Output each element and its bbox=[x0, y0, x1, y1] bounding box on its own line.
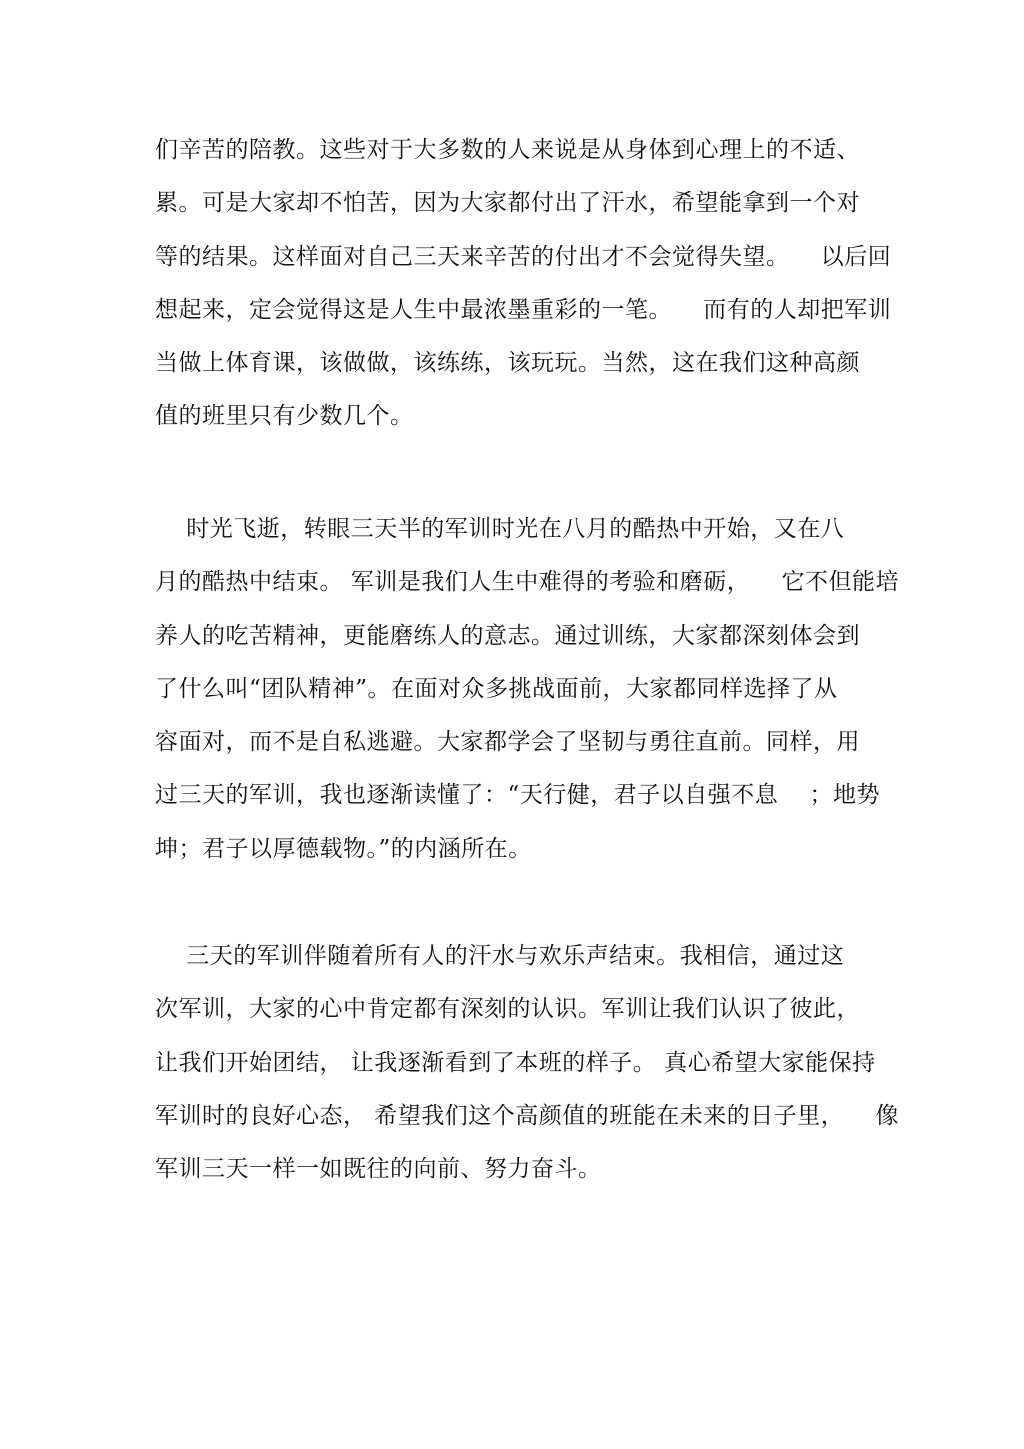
paragraph-line: 想起来，定会觉得这是人生中最浓墨重彩的一笔。 而有的人却把军训 bbox=[155, 296, 892, 323]
paragraph-line: 养人的吃苦精神，更能磨练人的意志。通过训练，大家都深刻体会到 bbox=[155, 622, 860, 649]
paragraph-line: 当做上体育课，该做做，该练练，该玩玩。当然，这在我们这种高颜 bbox=[155, 350, 860, 377]
paragraph-line: 过三天的军训，我也逐渐读懂了：“天行健，君子以自强不息 ；地势 bbox=[155, 782, 881, 809]
paragraph-line: 三天的军训伴随着所有人的汗水与欢乐声结束。我相信，通过这 bbox=[155, 943, 845, 969]
paragraph-line: 时光飞逝，转眼三天半的军训时光在八月的酷热中开始，又在八 bbox=[155, 516, 845, 542]
paragraph-line: 军训三天一样一如既往的向前、努力奋斗。 bbox=[155, 1156, 602, 1183]
paragraph-line: 等的结果。这样面对自己三天来辛苦的付出才不会觉得失望。 以后回 bbox=[155, 243, 892, 270]
paragraph-3 bbox=[155, 930, 900, 1196]
paragraph-line: 们辛苦的陪教。这些对于大多数的人来说是从身体到心理上的不适、 bbox=[155, 137, 860, 163]
paragraph-line: 累。可是大家却不怕苦，因为大家都付出了汗水，希望能拿到一个对 bbox=[155, 190, 860, 217]
paragraph-line: 值的班里只有少数几个。 bbox=[155, 403, 414, 430]
paragraph-line: 坤；君子以厚德载物。”的内涵所在。 bbox=[155, 835, 532, 862]
paragraph-2 bbox=[155, 503, 900, 876]
paragraph-line: 了什么叫“团队精神”。在面对众多挑战面前，大家都同样选择了从 bbox=[155, 675, 838, 702]
paragraph-line: 月的酷热中结束。 军训是我们人生中难得的考验和磨砺， 它不但能培 bbox=[155, 569, 900, 596]
paragraph-line: 次军训，大家的心中肯定都有深刻的认识。军训让我们认识了彼此， bbox=[155, 996, 860, 1023]
paragraph-1 bbox=[155, 124, 892, 444]
paragraph-line: 让我们开始团结， 让我逐渐看到了本班的样子。 真心希望大家能保持 bbox=[155, 1049, 876, 1076]
paragraph-line: 容面对，而不是自私逃避。大家都学会了坚韧与勇往直前。同样，用 bbox=[155, 729, 860, 756]
paragraph-line: 军训时的良好心态， 希望我们这个高颜值的班能在未来的日子里， 像 bbox=[155, 1102, 900, 1129]
